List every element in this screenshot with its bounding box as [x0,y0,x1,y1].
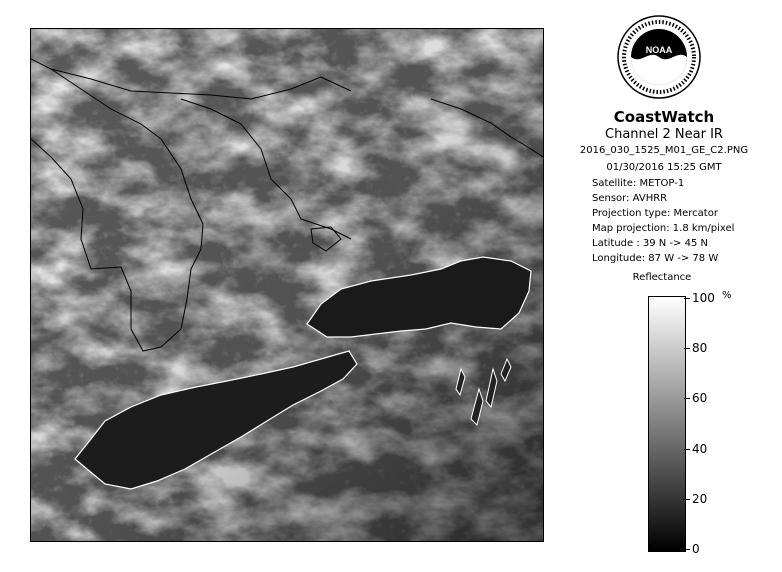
tick-mark [684,449,690,450]
tick-label-60: 60 [692,391,708,405]
logo-text: NOAA [645,45,673,55]
tick-label-80: 80 [692,341,708,355]
channel-label: Channel 2 Near IR [605,127,723,142]
tick-mark [684,549,690,550]
projection-type-label: Projection type: Mercator [592,208,718,219]
satellite-image [30,28,544,542]
latitude-label: Latitude : 39 N -> 45 N [592,238,708,249]
noaa-logo [617,15,701,99]
app-title: CoastWatch [613,108,715,126]
tick-mark [684,499,690,500]
reflectance-colorbar [648,296,686,552]
sensor-label: Sensor: AVHRR [592,193,668,204]
map-projection-label: Map projection: 1.8 km/pixel [592,223,735,234]
legend-unit: % [722,290,732,301]
legend-title: Reflectance [632,272,692,283]
satellite-label: Satellite: METOP-1 [592,178,685,189]
tick-mark [684,298,690,299]
satellite-map [31,29,543,541]
longitude-label: Longitude: 87 W -> 78 W [592,253,719,264]
tick-label-0: 0 [692,542,700,556]
tick-mark [684,398,690,399]
filename-label: 2016_030_1525_M01_GE_C2.PNG [579,145,749,156]
tick-label-40: 40 [692,442,708,456]
datetime-label: 01/30/2016 15:25 GMT [606,162,722,173]
tick-label-100: 100 [692,291,715,305]
tick-label-20: 20 [692,492,708,506]
tick-mark [684,348,690,349]
